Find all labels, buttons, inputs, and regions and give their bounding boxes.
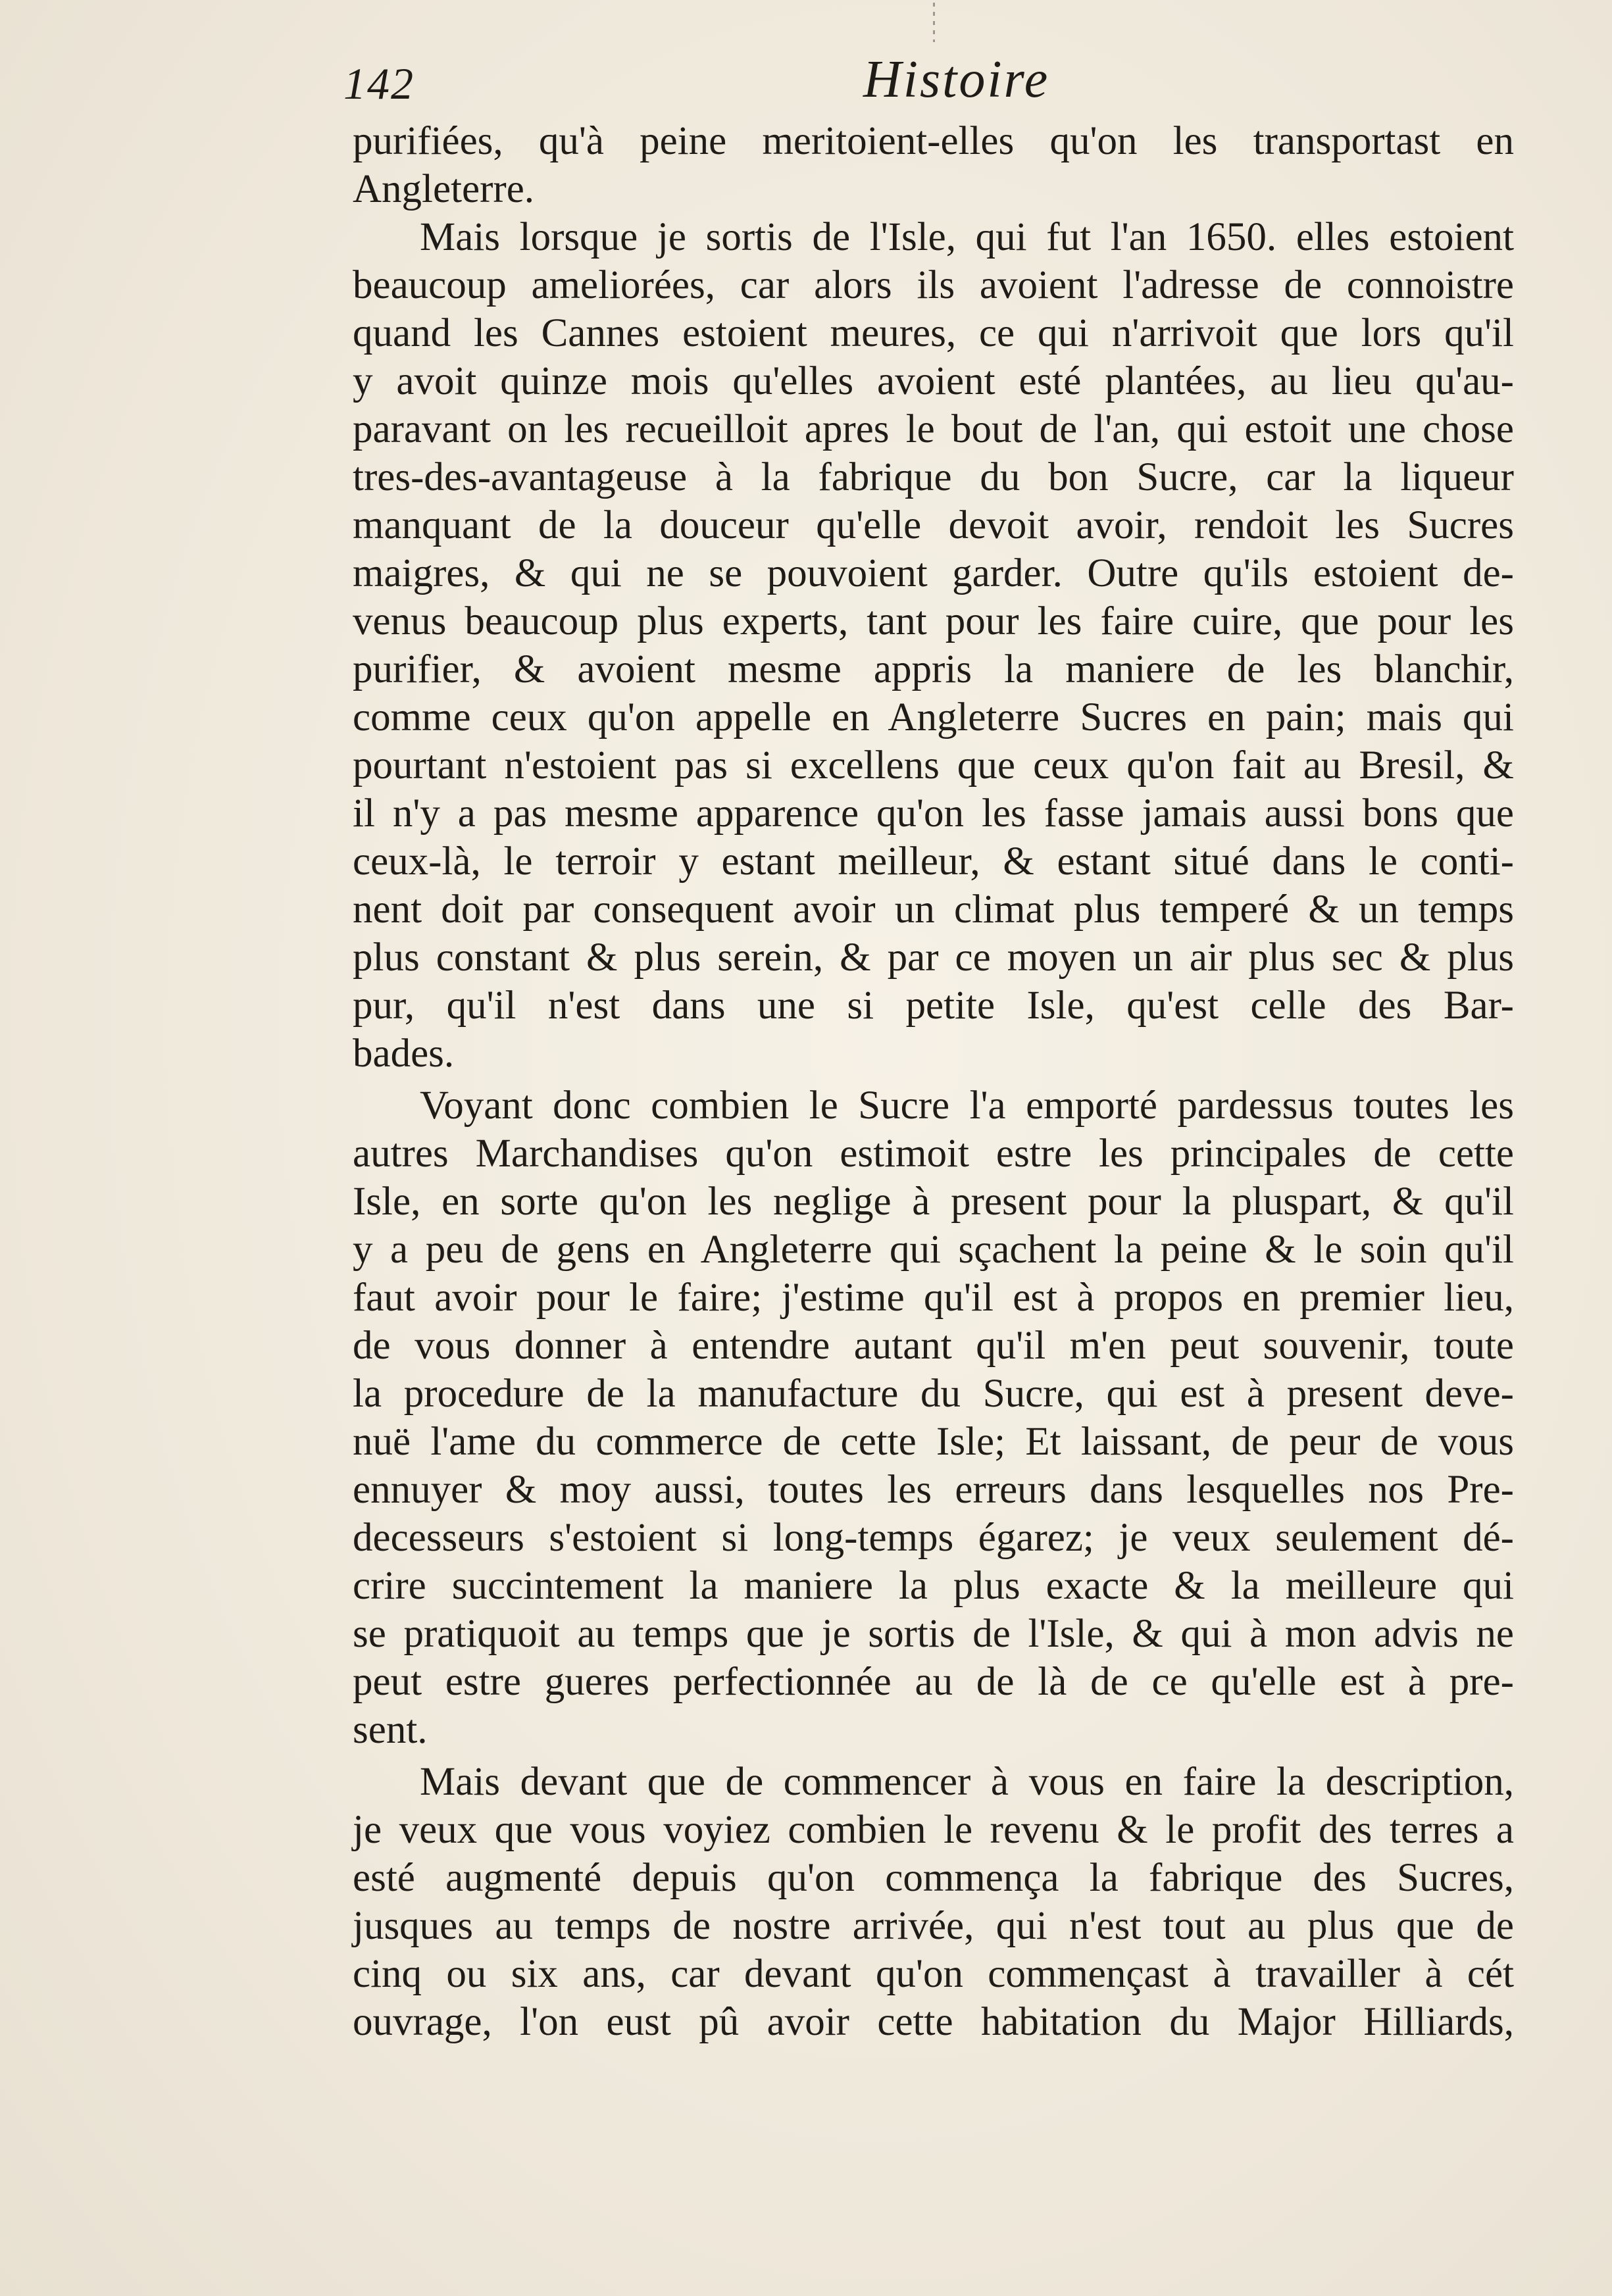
paragraph-2: [353, 213, 1514, 1078]
gutter-ink-mark: [933, 3, 935, 42]
text-line: Mais lorsque je sortis de l'Isle, qui fut l'an 1650. elles estoient: [420, 215, 1514, 259]
text-line: jusques au temps de nostre arrivée, qui n'est tout au plus que de: [353, 1904, 1514, 1948]
text-line: nent doit par consequent avoir un climat plus temperé & un temps: [353, 887, 1514, 932]
running-head: Histoire: [863, 51, 1050, 109]
text-line: Angleterre.: [353, 167, 535, 211]
text-line: de vous donner à entendre autant qu'il m'en peut souvenir, toute: [353, 1324, 1514, 1368]
text-line: y avoit quinze mois qu'elles avoient esté plantées, au lieu qu'au-: [353, 359, 1514, 403]
text-line: je veux que vous voyiez combien le revenu & le profit des terres a: [353, 1808, 1514, 1852]
page-number: 142: [343, 59, 415, 109]
text-line: purifiées, qu'à peine meritoient-elles qu'on les transportast en: [353, 119, 1514, 163]
text-line: decesseurs s'estoient si long-temps égarez; je veux seulement dé-: [353, 1516, 1514, 1560]
text-line: cinq ou six ans, car devant qu'on commençast à travailler à cét: [353, 1952, 1514, 1996]
text-line: manquant de la douceur qu'elle devoit avoir, rendoit les Sucres: [353, 503, 1514, 547]
text-line: Mais devant que de commencer à vous en faire la description,: [420, 1760, 1514, 1804]
text-line: peut estre gueres perfectionnée au de là de ce qu'elle est à pre-: [353, 1660, 1514, 1704]
text-line: sent.: [353, 1708, 428, 1752]
text-line: quand les Cannes estoient meures, ce qui n'arrivoit que lors qu'il: [353, 311, 1514, 355]
text-line: tres-des-avantageuse à la fabrique du bon Sucre, car la liqueur: [353, 455, 1514, 499]
body-text: [353, 117, 1514, 2046]
text-line: paravant on les recueilloit apres le bout de l'an, qui estoit une chose: [353, 407, 1514, 451]
paragraph-3: [353, 1082, 1514, 1754]
text-line: plus constant & plus serein, & par ce moyen un air plus sec & plus: [353, 936, 1514, 980]
text-line: il n'y a pas mesme apparence qu'on les fasse jamais aussi bons que: [353, 791, 1514, 836]
text-line: esté augmenté depuis qu'on commença la fabrique des Sucres,: [353, 1856, 1514, 1900]
text-line: Isle, en sorte qu'on les neglige à present pour la pluspart, & qu'il: [353, 1180, 1514, 1224]
text-line: faut avoir pour le faire; j'estime qu'il est à propos en premier lieu,: [353, 1276, 1514, 1320]
text-line: ceux-là, le terroir y estant meilleur, & estant situé dans le conti-: [353, 839, 1514, 884]
text-line: autres Marchandises qu'on estimoit estre les principales de cette: [353, 1132, 1514, 1176]
text-line: ennuyer & moy aussi, toutes les erreurs dans lesquelles nos Pre-: [353, 1468, 1514, 1512]
text-line: y a peu de gens en Angleterre qui sçachent la peine & le soin qu'il: [353, 1228, 1514, 1272]
text-line: ouvrage, l'on eust pû avoir cette habitation du Major Hilliards,: [353, 2000, 1514, 2044]
text-line: pur, qu'il n'est dans une si petite Isle, qu'est celle des Bar-: [353, 984, 1514, 1028]
text-line: comme ceux qu'on appelle en Angleterre Sucres en pain; mais qui: [353, 695, 1514, 739]
page-header: [343, 46, 1515, 118]
text-line: bades.: [353, 1032, 455, 1076]
text-line: se pratiquoit au temps que je sortis de l'Isle, & qui à mon advis ne: [353, 1612, 1514, 1656]
text-line: la procedure de la manufacture du Sucre, qui est à present deve-: [353, 1372, 1514, 1416]
paragraph-1: [353, 117, 1514, 213]
text-line: beaucoup ameliorées, car alors ils avoient l'adresse de connoistre: [353, 263, 1514, 307]
text-line: pourtant n'estoient pas si excellens que ceux qu'on fait au Bresil, &: [353, 743, 1514, 787]
text-line: purifier, & avoient mesme appris la maniere de les blanchir,: [353, 647, 1514, 691]
text-line: crire succintement la maniere la plus exacte & la meilleure qui: [353, 1564, 1514, 1608]
paragraph-4: [353, 1758, 1514, 2046]
text-line: Voyant donc combien le Sucre l'a emporté pardessus toutes les: [420, 1084, 1514, 1128]
text-line: nuë l'ame du commerce de cette Isle; Et laissant, de peur de vous: [353, 1420, 1514, 1464]
text-line: venus beaucoup plus experts, tant pour les faire cuire, que pour les: [353, 599, 1514, 643]
text-line: maigres, & qui ne se pouvoient garder. Outre qu'ils estoient de-: [353, 551, 1514, 595]
